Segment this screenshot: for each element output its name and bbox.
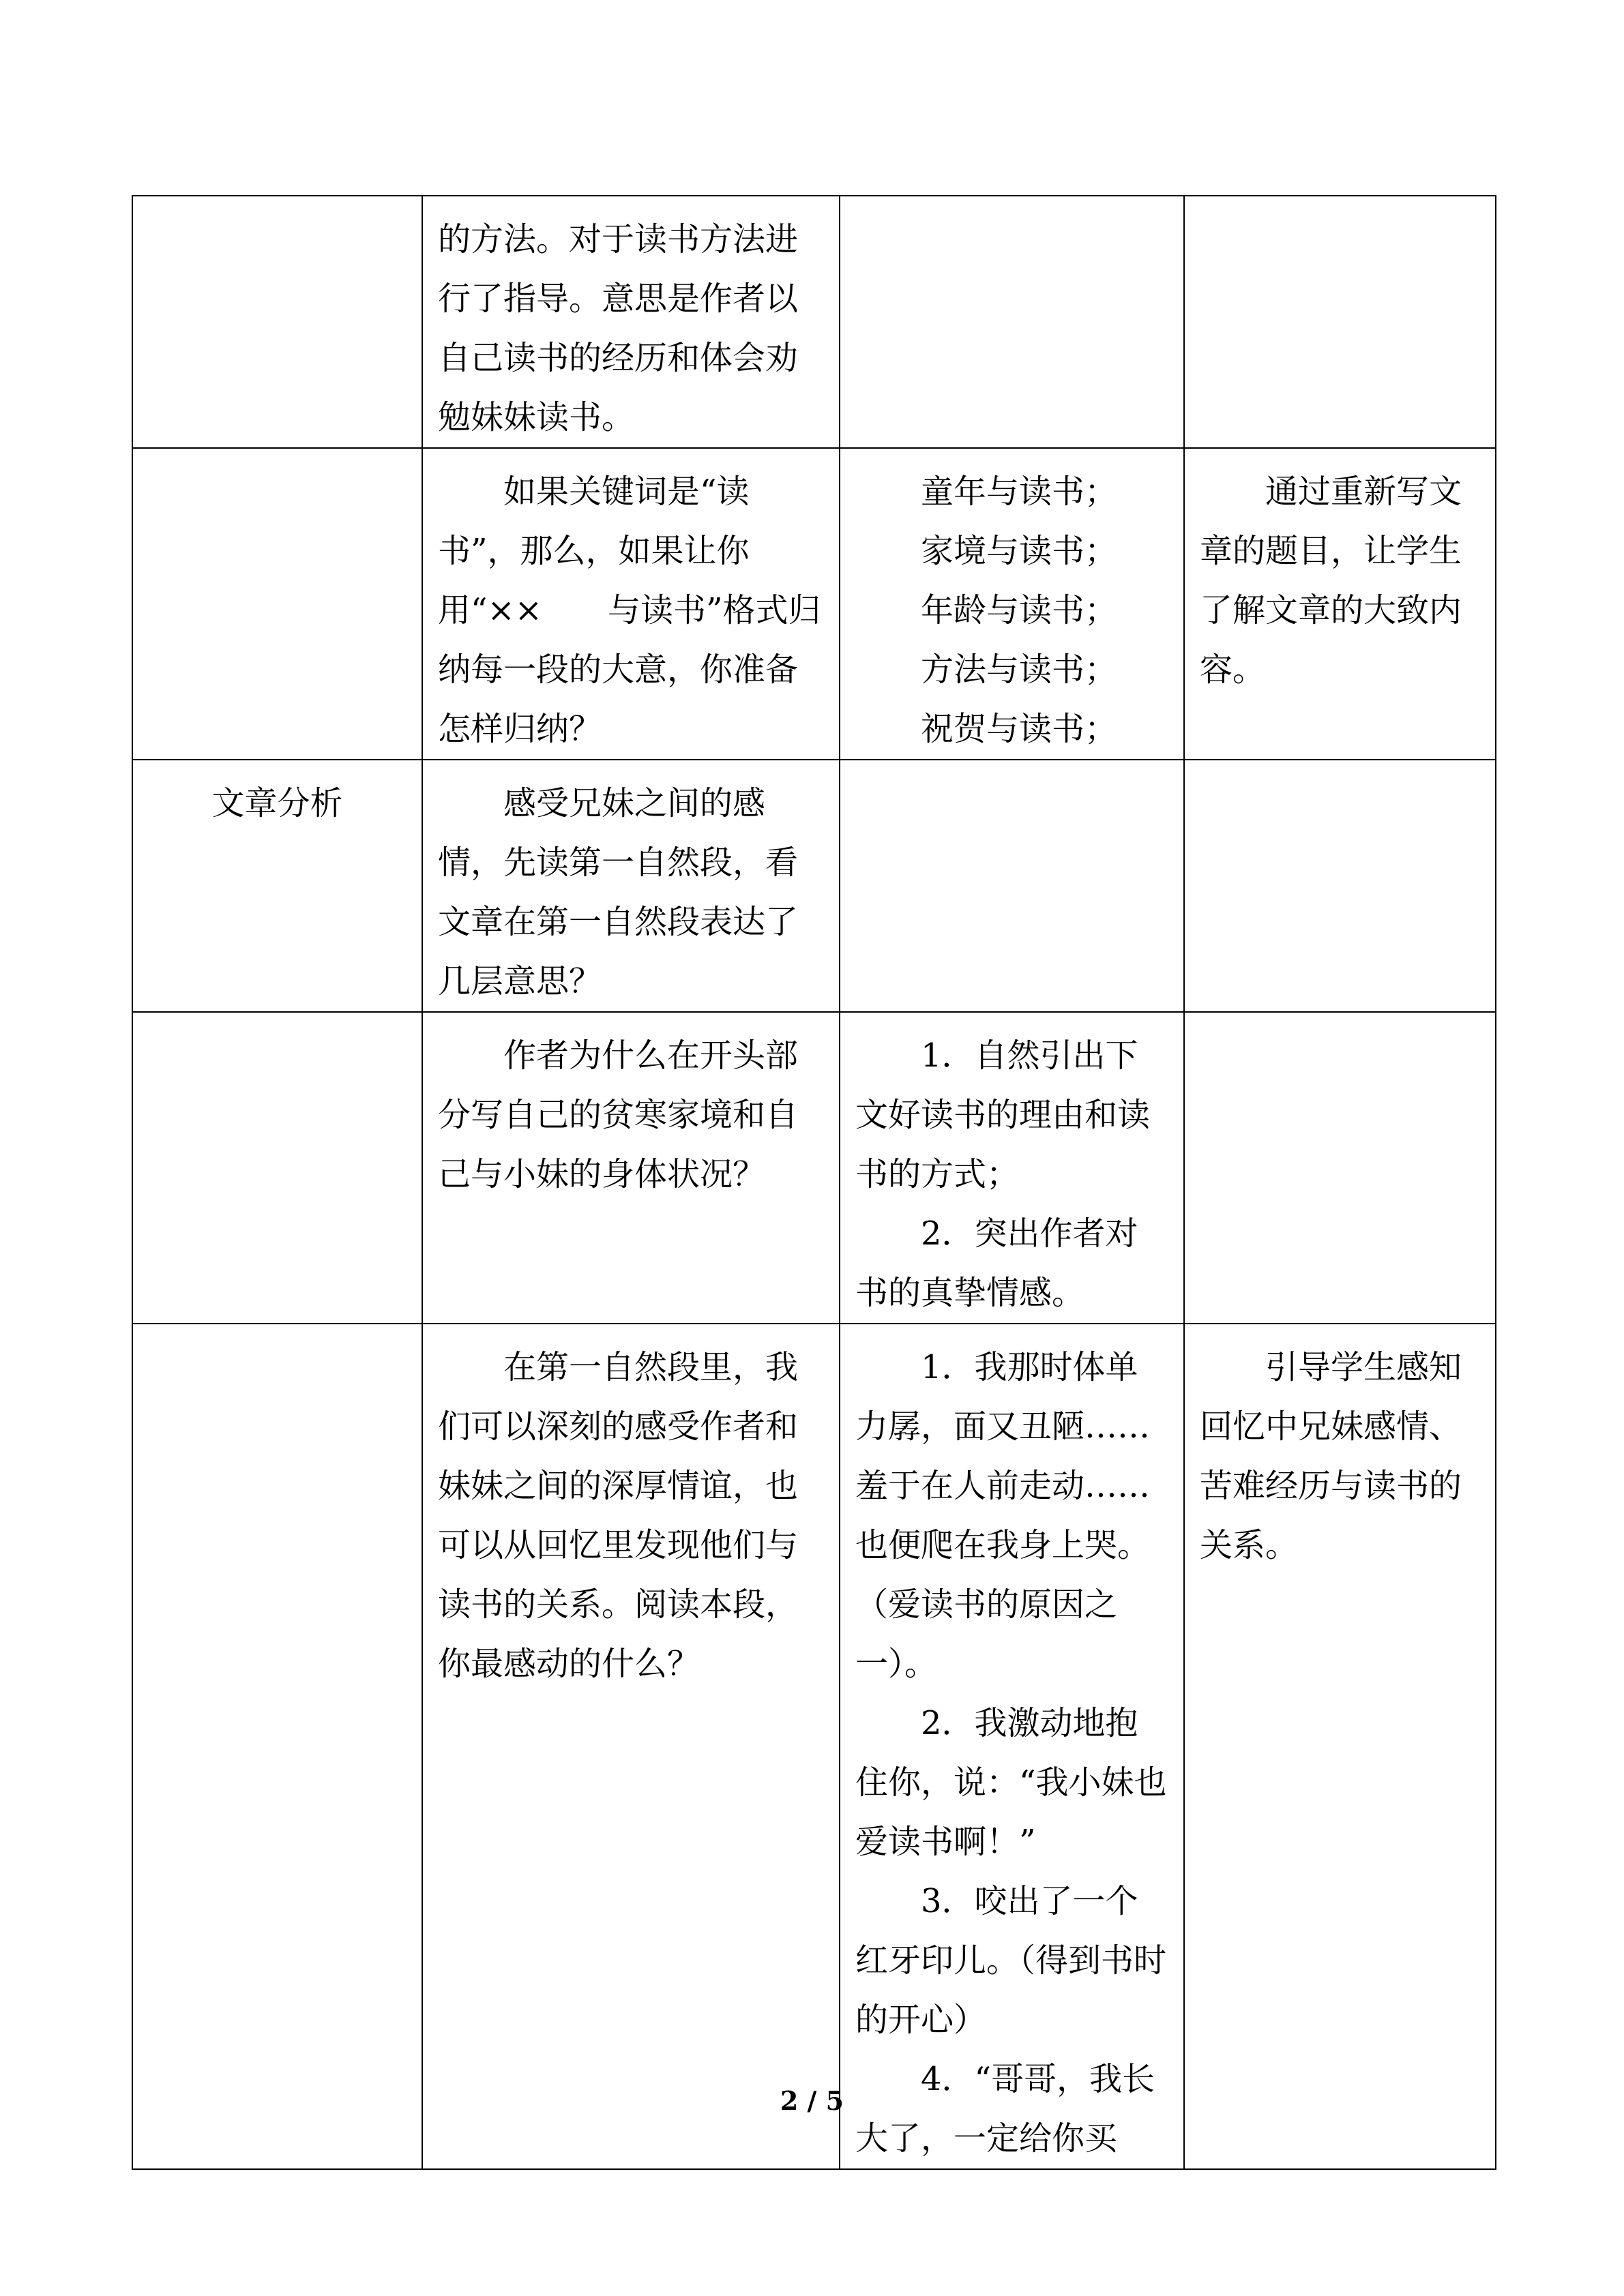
response-item: 4．“哥哥，我长大了，一定给你买	[855, 2060, 1155, 2158]
response-item: 2．突出作者对书的真挚情感。	[855, 1214, 1138, 1312]
stage-cell	[132, 448, 422, 760]
activity-text: 如果关键词是“读书”，那么，如果让你用“×× 与读书”格式归纳每一段的大意，你准备怎样归纳？	[438, 473, 821, 748]
intent-text: 引导学生感知回忆中兄妹感情、苦难经历与读书的关系。	[1200, 1348, 1462, 1564]
intent-cell	[1184, 1324, 1496, 2169]
intent-cell	[1184, 448, 1496, 760]
intent-cell	[1184, 196, 1496, 448]
table-row	[132, 1012, 1496, 1324]
stage-label: 文章分析	[211, 784, 343, 822]
response-cell	[840, 1012, 1184, 1324]
activity-text: 在第一自然段里，我们可以深刻的感受作者和妹妹之间的深厚情谊，也可以从回忆里发现他们与读书的关系。阅读本段，你最感动的什么？	[438, 1348, 799, 1683]
response-line: 方法与读书；	[921, 651, 1118, 689]
intent-cell	[1184, 760, 1496, 1012]
activity-text: 感受兄妹之间的感情，先读第一自然段，看文章在第一自然段表达了几层意思？	[438, 784, 799, 1000]
stage-cell	[132, 760, 422, 1012]
lesson-plan-table	[132, 195, 1496, 2170]
response-item: 3．咬出了一个红牙印儿。（得到书时的开心）	[855, 1882, 1167, 2039]
activity-cell	[422, 196, 840, 448]
table-row	[132, 448, 1496, 760]
table-row	[132, 760, 1496, 1012]
activity-cell	[422, 760, 840, 1012]
activity-cell	[422, 1324, 840, 2169]
stage-cell	[132, 1324, 422, 2169]
activity-text: 的方法。对于读书方法进行了指导。意思是作者以自己读书的经历和体会劝勉妹妹读书。	[438, 220, 799, 436]
response-line: 童年与读书；	[921, 473, 1118, 511]
response-line: 祝贺与读书；	[921, 710, 1118, 748]
table-row	[132, 1324, 1496, 2169]
response-item: 2．我激动地抱住你，说：“我小妹也爱读书啊！”	[855, 1704, 1167, 1861]
activity-cell	[422, 448, 840, 760]
page-number: 2 / 5	[780, 2085, 844, 2116]
response-cell	[840, 196, 1184, 448]
activity-text: 作者为什么在开头部分写自己的贫寒家境和自己与小妹的身体状况？	[438, 1037, 799, 1193]
response-cell	[840, 760, 1184, 1012]
stage-cell	[132, 1012, 422, 1324]
response-item: 1．我那时体单力孱，面又丑陋……羞于在人前走动……也便爬在我身上哭。（爱读书的原因之一）。	[855, 1348, 1151, 1683]
table-row	[132, 196, 1496, 448]
intent-cell	[1184, 1012, 1496, 1324]
response-item: 1．自然引出下文好读书的理由和读书的方式；	[855, 1037, 1151, 1193]
response-cell	[840, 1324, 1184, 2169]
stage-cell	[132, 196, 422, 448]
response-cell	[840, 448, 1184, 760]
intent-text: 通过重新写文章的题目，让学生了解文章的大致内容。	[1200, 473, 1462, 689]
response-line: 家境与读书；	[921, 532, 1118, 570]
response-line: 年龄与读书；	[921, 591, 1118, 629]
activity-cell	[422, 1012, 840, 1324]
